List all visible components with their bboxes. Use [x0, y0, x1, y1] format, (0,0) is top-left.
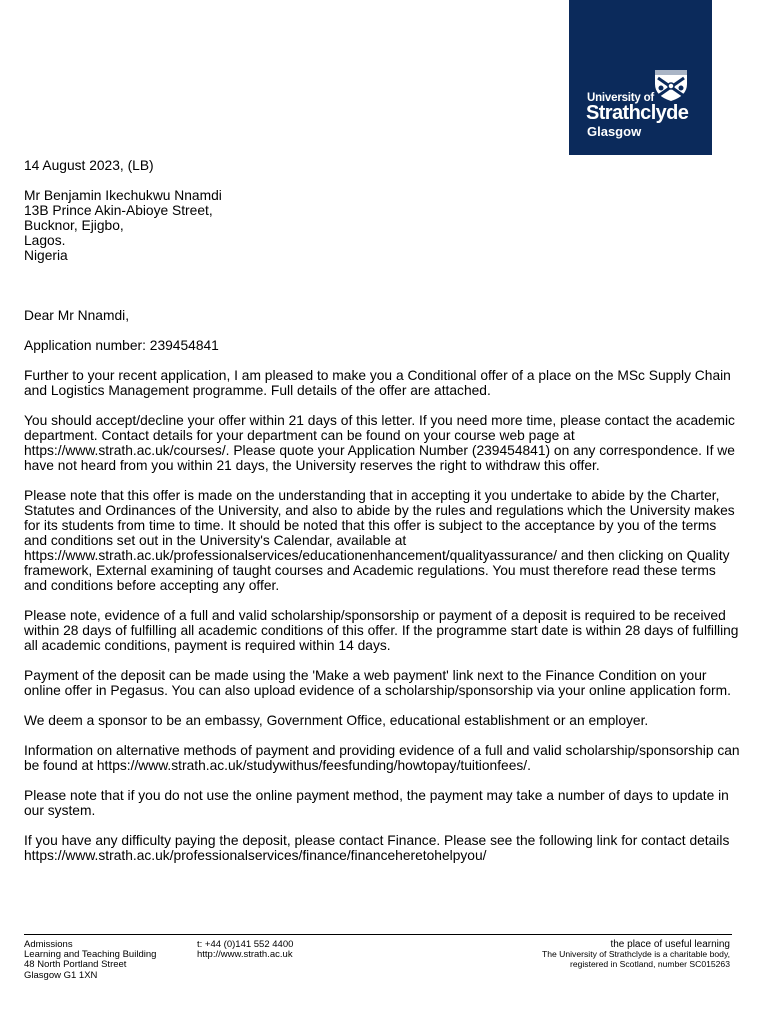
logo-strathclyde: Strathclyde: [586, 102, 689, 124]
letter-paragraph: Information on alternative methods of payment and providing evidence of a full and valid scholarship/sponsorship can be found at https://www.strath.ac.uk/studywithus/feesfunding/howtopay/tuitionfees/.: [24, 743, 740, 773]
letter-paragraph: Payment of the deposit can be made using the 'Make a web payment' link next to the Finance Condition on your online offer in Pegasus. You can also upload evidence of a scholarship/sponsorship via your online application form.: [24, 668, 731, 698]
footer-tagline: the place of useful learning: [610, 939, 730, 950]
letter-paragraph: Please note that this offer is made on the understanding that in accepting it you undertake to abide by the Charter, Statutes and Ordinances of the University, and also to abide by the rules and regulations which the University makes for its students from time to time. It should be noted that this offer is subject to the acceptance by you of the terms and conditions set out in the University's Calendar, available at https://www.strath.ac.uk/professionalservices/educationenhancement/qualityassurance/ and then clicking on Quality framework, External examining of taught courses and Academic regulations. You must therefore read these terms and conditions before accepting any offer.: [24, 488, 735, 593]
salutation: Dear Mr Nnamdi,: [24, 308, 130, 323]
letter-paragraph: If you have any difficulty paying the deposit, please contact Finance. Please see the following link for contact details https://www.strath.ac.uk/professionalservices/finance/financeheretohelpyou/: [24, 833, 730, 863]
logo-glasgow: Glasgow: [587, 124, 642, 139]
university-logo: [569, 0, 712, 155]
letter-paragraph: You should accept/decline your offer within 21 days of this letter. If you need more time, please contact the academic department. Contact details for your department can be found on your course web page at https://www.strath.ac.uk/courses/. Please quote your Application Number (239454841) on any correspondence. If we have not heard from you within 21 days, the University reserves the right to withdraw this offer.: [24, 413, 735, 473]
footer-contact: [197, 940, 293, 960]
letter-paragraph: We deem a sponsor to be an embassy, Government Office, educational establishment or an employer.: [24, 713, 649, 728]
application-number: Application number: 239454841: [24, 338, 219, 353]
footer-line: Glasgow G1 1XN: [24, 969, 98, 981]
address-line: Lagos.: [24, 233, 66, 248]
address-line: 13B Prince Akin-Abioye Street,: [24, 203, 213, 218]
footer-charity: [542, 940, 730, 969]
footer-charity-line: The University of Strathclyde is a charitable body,: [541, 949, 730, 960]
recipient-address: [24, 188, 740, 263]
footer-address: [24, 940, 156, 981]
footer-divider: [24, 934, 732, 935]
footer-phone: t: +44 (0)141 552 4400: [197, 939, 294, 950]
university-crest-icon: [649, 66, 693, 102]
letter-paragraph: Further to your recent application, I am pleased to make you a Conditional offer of a place on the MSc Supply Chain and Logistics Management programme. Full details of the offer are attached.: [24, 368, 731, 398]
letter-paragraph: Please note, evidence of a full and valid scholarship/sponsorship or payment of a deposit is required to be received within 28 days of fulfilling all academic conditions of this offer. If the programme start date is within 28 days of fulfilling all academic conditions, payment is required within 14 days.: [24, 608, 739, 653]
footer-line: 48 North Portland Street: [24, 959, 127, 971]
logo-university-of: University of: [587, 92, 655, 104]
footer-website: http://www.strath.ac.uk: [197, 949, 293, 961]
footer-line: Learning and Teaching Building: [24, 949, 157, 961]
address-line: Nigeria: [24, 248, 68, 263]
address-line: Bucknor, Ejigbo,: [24, 218, 124, 233]
footer-line: Admissions: [24, 939, 73, 950]
letter-paragraph: Please note that if you do not use the online payment method, the payment may take a number of days to update in our system.: [24, 788, 729, 818]
footer-charity-line: registered in Scotland, number SC015263: [569, 958, 730, 969]
letter-body: [24, 158, 740, 863]
letter-date: 14 August 2023, (LB): [24, 158, 154, 173]
address-line: Mr Benjamin Ikechukwu Nnamdi: [24, 188, 222, 203]
